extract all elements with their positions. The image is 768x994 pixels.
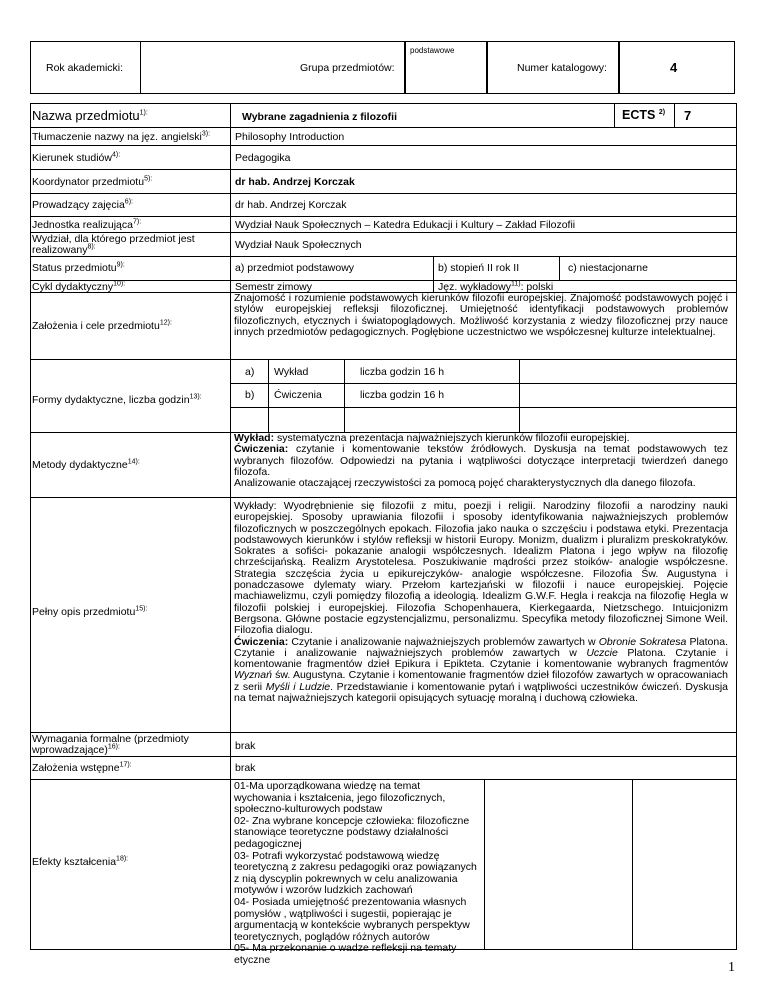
outcome-line: pedagogicznej [234, 837, 302, 850]
outcomes-label: Efekty kształcenia$^{18):}$ [32, 855, 129, 868]
catalog-number-value: 4 [670, 60, 678, 75]
cycle-value: Semestr zimowy [235, 281, 313, 293]
academic-year-label: Rok akademicki: [46, 62, 124, 74]
formal-req-value: brak [235, 740, 256, 752]
status-c: c) niestacjonarne [568, 262, 648, 274]
status-label: Status przedmiotu$^{9):}$ [32, 261, 125, 274]
language-value: Jęz. wykładowy$^{11)}$: polski [438, 280, 554, 293]
outcome-line: społeczno-kulturowych podstaw [234, 803, 383, 816]
faculty-value: Wydział Nauk Społecznych [235, 239, 362, 251]
form-b-name: Ćwiczenia [274, 389, 322, 401]
outcome-line: etyczne [234, 953, 271, 966]
methods-text: Wykład: systematyczna prezentacja najważniejszych kierunków filozofii europejskiej. Ćwiczenia: czytanie i komentowanie tekstów źródłowych. Dyskusja na temat podstawowych tez wybranych filozofów. Odpowiedzi na pytania i wątpliwości dotyczące interpretacji twierdzeń danego filozofa. Analizowanie otaczającej rzeczywistości za pomocą pojęć charakterystycznych dla danego filozofa. [234, 432, 728, 490]
page-number: 1 [728, 960, 735, 975]
coordinator-value: dr hab. Andrzej Korczak [235, 176, 355, 188]
outcome-line: 04- Posiada umiejętność prezentowania własnych [234, 895, 467, 908]
outcomes-list [234, 781, 482, 967]
ects-value: 7 [684, 108, 692, 123]
form-b-hours: liczba godzin 16 h [360, 389, 445, 401]
description-label: Pełny opis przedmiotu$^{15):}$ [32, 605, 148, 618]
outcome-line: 02- Zna wybrane koncepcje człowieka: filozoficzne [234, 814, 470, 827]
form-a-name: Wykład [274, 366, 309, 378]
outcome-line: argumentacją w kontekście wybranych perspektyw [234, 919, 470, 932]
outcome-line: wychowania i kształcenia, jego filozoficznych, [234, 791, 446, 804]
formal-req-label-line1: Wymagania formalne (przedmioty [32, 733, 189, 745]
goals-label: Założenia i cele przedmiotu$^{12):}$ [32, 319, 172, 332]
form-b-letter: b) [245, 389, 255, 401]
outcome-line: stanowiące teoretyczne podstawy działalności [234, 826, 449, 839]
status-b: b) stopień II rok II [438, 262, 520, 274]
unit-label: Jednostka realizująca$^{7):}$ [32, 218, 142, 231]
prereq-value: brak [235, 762, 256, 774]
field-value: Pedagogika [235, 152, 291, 164]
outcome-line: motywów i wzorów ludzkich zachowań [234, 884, 413, 897]
unit-value: Wydział Nauk Społecznych – Katedra Edukacji i Kultury – Zakład Filozofii [235, 219, 576, 231]
methods-label: Metody dydaktyczne$^{14):}$ [32, 458, 140, 471]
outcome-line: pomysłów , wątpliwości i sugestii, popierając je [234, 907, 452, 920]
form-a-letter: a) [245, 366, 255, 378]
outcome-line: teoretycznych, poglądów różnych autorów [234, 930, 430, 943]
outcome-line: 03- Potrafi wykorzystać podstawową wiedzę [234, 849, 440, 862]
coordinator-label: Koordynator przedmiotu$^{5):}$ [32, 175, 153, 188]
cycle-label: Cykl dydaktyczny$^{10):}$ [32, 280, 126, 293]
outcome-line: z nią dyscyplin pokrewnych w celu analizowania [234, 872, 458, 885]
formal-req-label-line2: wprowadzające)$^{16):}$ [32, 743, 120, 756]
status-a: a) przedmiot podstawowy [235, 262, 355, 274]
subject-group-value: podstawowe [410, 46, 455, 55]
translation-label: Tłumaczenie nazwy na jęz. angielski$^{3):}$ [32, 130, 211, 143]
outcome-line: 05- Ma przekonanie o wadze refleksji na tematy [234, 942, 457, 955]
translation-value: Philosophy Introduction [235, 131, 345, 143]
forms-label: Formy dydaktyczne, liczba godzin$^{13):}$ [32, 393, 202, 406]
catalog-number-label: Numer katalogowy: [517, 62, 607, 74]
outcome-line: 01-Ma uporządkowana wiedzę na temat [234, 780, 421, 792]
goals-text: Znajomość i rozumienie podstawowych kierunków filozofii europejskiej. Znajomość podstawowych pojęć i stylów europejskiej refleksji filozoficznej. Umiejętność identyfikacji podstawowych problemów filozoficznych, etycznych i światopoglądowych. Możliwość korzystania z wiedzy filozoficznej przy nauce innych przedmiotów pedagogicznych. Pogłębione uczestnictwo we współczesnej kulturze intelektualnej. [234, 292, 728, 338]
faculty-label-line1: Wydział, dla którego przedmiot jest [32, 233, 195, 245]
subject-group-label: Grupa przedmiotów: [300, 62, 395, 74]
form-a-hours: liczba godzin 16 h [360, 366, 445, 378]
prereq-label: Założenia wstępne$^{17):}$ [32, 761, 132, 774]
teacher-label: Prowadzący zajęcia$^{6):}$ [32, 198, 133, 211]
course-name-value: Wybrane zagadnienia z filozofii [242, 111, 397, 123]
ects-label: ECTS $^{2)}$ [622, 108, 666, 122]
description-text: Wykłady: Wyodrębnienie się filozofii z mitu, poezji i religii. Narodziny filozofii a narodziny nauki europejskiej. Sposoby uprawiania filozofii i sposoby identyfikowania najważniejszych problemów filozoficznych w poszczególnych epokach. Filozofia jako nauka o szczęściu i podstawa etyki. Prezentacja podstawowych kierunków i stylów refleksji w historii Europy. Monizm, dualizm i pluralizm preskokratyków. Sokrates a sofiści- pokazanie analogii współczesnych. Idealizm Platona i jego wpływ na filozofię chrześcijańską. Realizm Arystotelesa. Poszukiwanie mądrości przez stoików- analogie współczesne. Strategia szczęścia życia u epikurejczyków- analogie współczesne. Filozofia Św. Augustyna i ponadczasowe dylematy wiary. Przełom kartezjański w filozofii i nauce europejskiej. Pojęcie machiawelizmu, czyli pomiędzy filozofią a ideologią. Idealizm G.W.F. Hegla i reakcja na filozofię Hegla w filozofii polskiej i europejskiej. Filozofia Schopenhauera, Kierkegaarda, Nietzschego. Intuicjonizm Bergsona. Główne postacie egzystencjalizmu, personalizmu. Specyfika metody filozoficznej Simone Weil. Filozofia dialogu. Ćwiczenia: Czytanie i analizowanie najważniejszych problemów zawartych w Obronie Sokratesa Platona. Czytanie i analizowanie najważniejszych problemów zawartych w Uczcie Platona. Czytanie i komentowanie fragmentów dzieł Epikura i Epikteta. Czytanie i komentowanie wybranych fragmentów Wyznań św. Augustyna. Czytanie i komentowanie fragmentów dzieł filozofów zawartych w opracowaniach z serii Myśli i Ludzie. Przedstawianie i komentowanie pytań i wątpliwości uczestników ćwiczeń. Dyskusja na temat najważniejszych kategorii opisujących sytuację moralną i duchową człowieka. [234, 500, 728, 705]
outcome-line: teoretyczną z zakresu pedagogiki oraz powiązanych [234, 861, 477, 874]
faculty-label-line2: realizowany$^{8):}$ [32, 243, 96, 256]
teacher-value: dr hab. Andrzej Korczak [235, 199, 347, 211]
course-name-label: Nazwa przedmiotu$^{1):}$ [32, 108, 148, 123]
field-label: Kierunek studiów$^{4):}$ [32, 151, 121, 164]
